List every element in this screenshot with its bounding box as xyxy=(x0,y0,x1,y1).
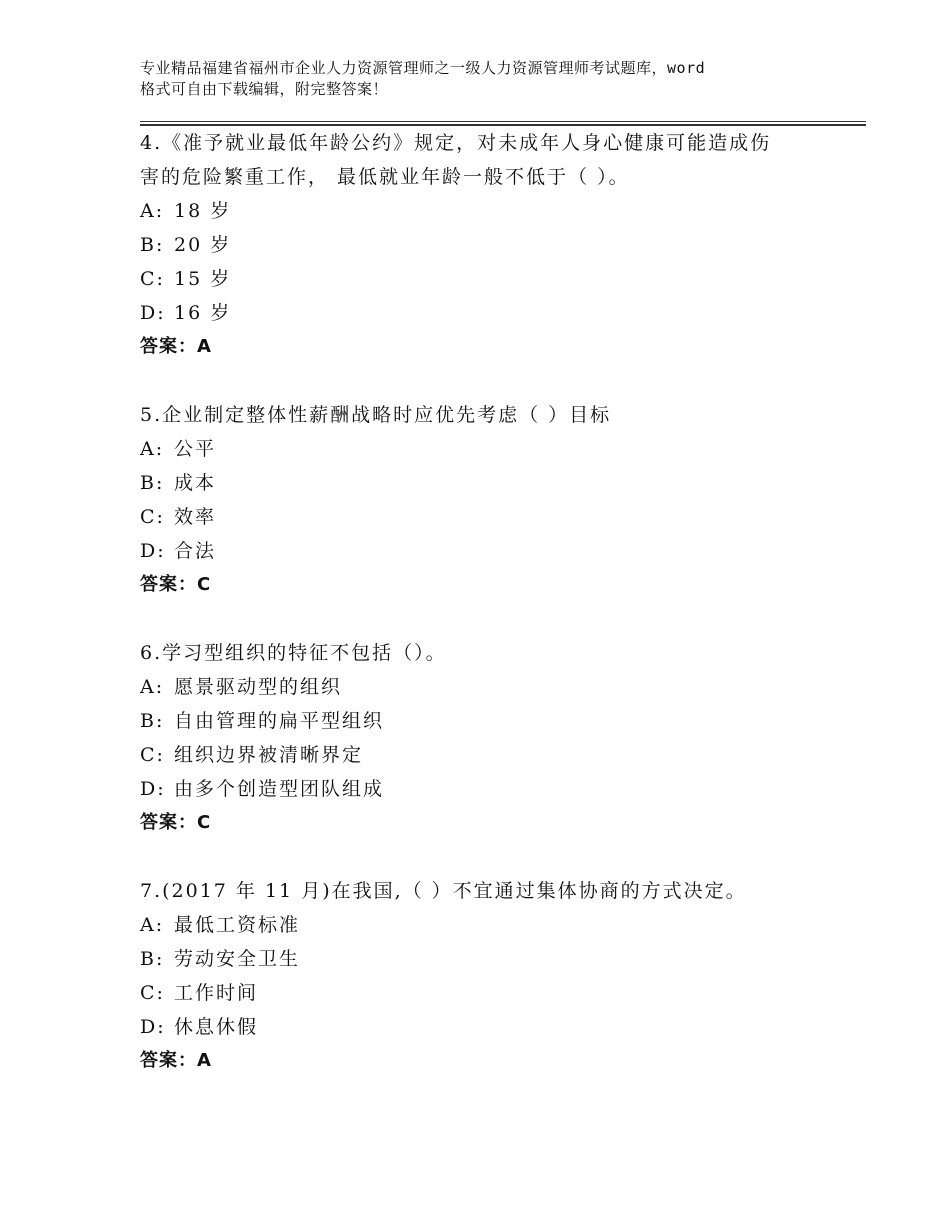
option-a xyxy=(140,670,840,704)
option-text: 公平 xyxy=(174,438,217,460)
option-letter: A: xyxy=(140,914,165,936)
option-letter: C: xyxy=(140,506,165,528)
answer-line: 答案：C xyxy=(140,812,212,833)
question-stem-line: 5.企业制定整体性薪酬战略时应优先考虑（ ）目标 xyxy=(140,404,612,426)
option-text: 休息休假 xyxy=(174,1016,259,1038)
option-text: 16 岁 xyxy=(174,302,232,324)
option-letter: B: xyxy=(140,948,165,970)
option-text: 20 岁 xyxy=(174,234,232,256)
question-7 xyxy=(140,874,840,1078)
option-d xyxy=(140,534,840,568)
option-letter: B: xyxy=(140,472,165,494)
option-b xyxy=(140,704,840,738)
option-a xyxy=(140,908,840,942)
question-4 xyxy=(140,126,840,364)
option-letter: B: xyxy=(140,710,165,732)
option-letter: D: xyxy=(140,778,166,800)
option-c xyxy=(140,262,840,296)
option-letter: B: xyxy=(140,234,165,256)
option-c xyxy=(140,976,840,1010)
option-text: 15 岁 xyxy=(174,268,232,290)
option-letter: A: xyxy=(140,200,165,222)
option-text: 愿景驱动型的组织 xyxy=(174,676,343,698)
option-a xyxy=(140,194,840,228)
option-b xyxy=(140,942,840,976)
option-letter: A: xyxy=(140,676,165,698)
option-letter: C: xyxy=(140,982,165,1004)
option-letter: C: xyxy=(140,268,165,290)
answer-line: 答案：A xyxy=(140,1050,212,1071)
option-letter: C: xyxy=(140,744,165,766)
answer-line: 答案：C xyxy=(140,574,212,595)
option-c xyxy=(140,738,840,772)
option-b xyxy=(140,228,840,262)
header-rule-thin xyxy=(140,121,866,122)
option-text: 最低工资标准 xyxy=(174,914,301,936)
document-header xyxy=(140,58,840,100)
option-letter: D: xyxy=(140,540,166,562)
option-text: 18 岁 xyxy=(174,200,232,222)
header-line-1: 专业精品福建省福州市企业人力资源管理师之一级人力资源管理师考试题库，word xyxy=(140,59,706,77)
option-text: 组织边界被清晰界定 xyxy=(174,744,364,766)
answer-line: 答案：A xyxy=(140,336,212,357)
option-letter: D: xyxy=(140,302,166,324)
question-stem-line: 7.(2017 年 11 月)在我国,（ ）不宜通过集体协商的方式决定。 xyxy=(140,880,747,902)
option-d xyxy=(140,296,840,330)
question-stem-line: 4.《准予就业最低年龄公约》规定，对未成年人身心健康可能造成伤 xyxy=(140,132,772,154)
option-text: 劳动安全卫生 xyxy=(174,948,301,970)
question-list xyxy=(140,126,840,1112)
question-5 xyxy=(140,398,840,602)
header-line-2: 格式可自由下载编辑，附完整答案！ xyxy=(140,80,389,98)
option-d xyxy=(140,772,840,806)
option-text: 工作时间 xyxy=(174,982,259,1004)
option-a xyxy=(140,432,840,466)
question-stem-line: 害的危险繁重工作， 最低就业年龄一般不低于（ ）。 xyxy=(140,166,630,188)
option-letter: A: xyxy=(140,438,165,460)
option-c xyxy=(140,500,840,534)
question-6 xyxy=(140,636,840,840)
option-text: 由多个创造型团队组成 xyxy=(174,778,385,800)
option-text: 成本 xyxy=(174,472,217,494)
option-d xyxy=(140,1010,840,1044)
question-stem-line: 6.学习型组织的特征不包括（）。 xyxy=(140,642,447,664)
option-text: 自由管理的扁平型组织 xyxy=(174,710,385,732)
option-text: 效率 xyxy=(174,506,217,528)
option-b xyxy=(140,466,840,500)
option-letter: D: xyxy=(140,1016,166,1038)
option-text: 合法 xyxy=(174,540,217,562)
